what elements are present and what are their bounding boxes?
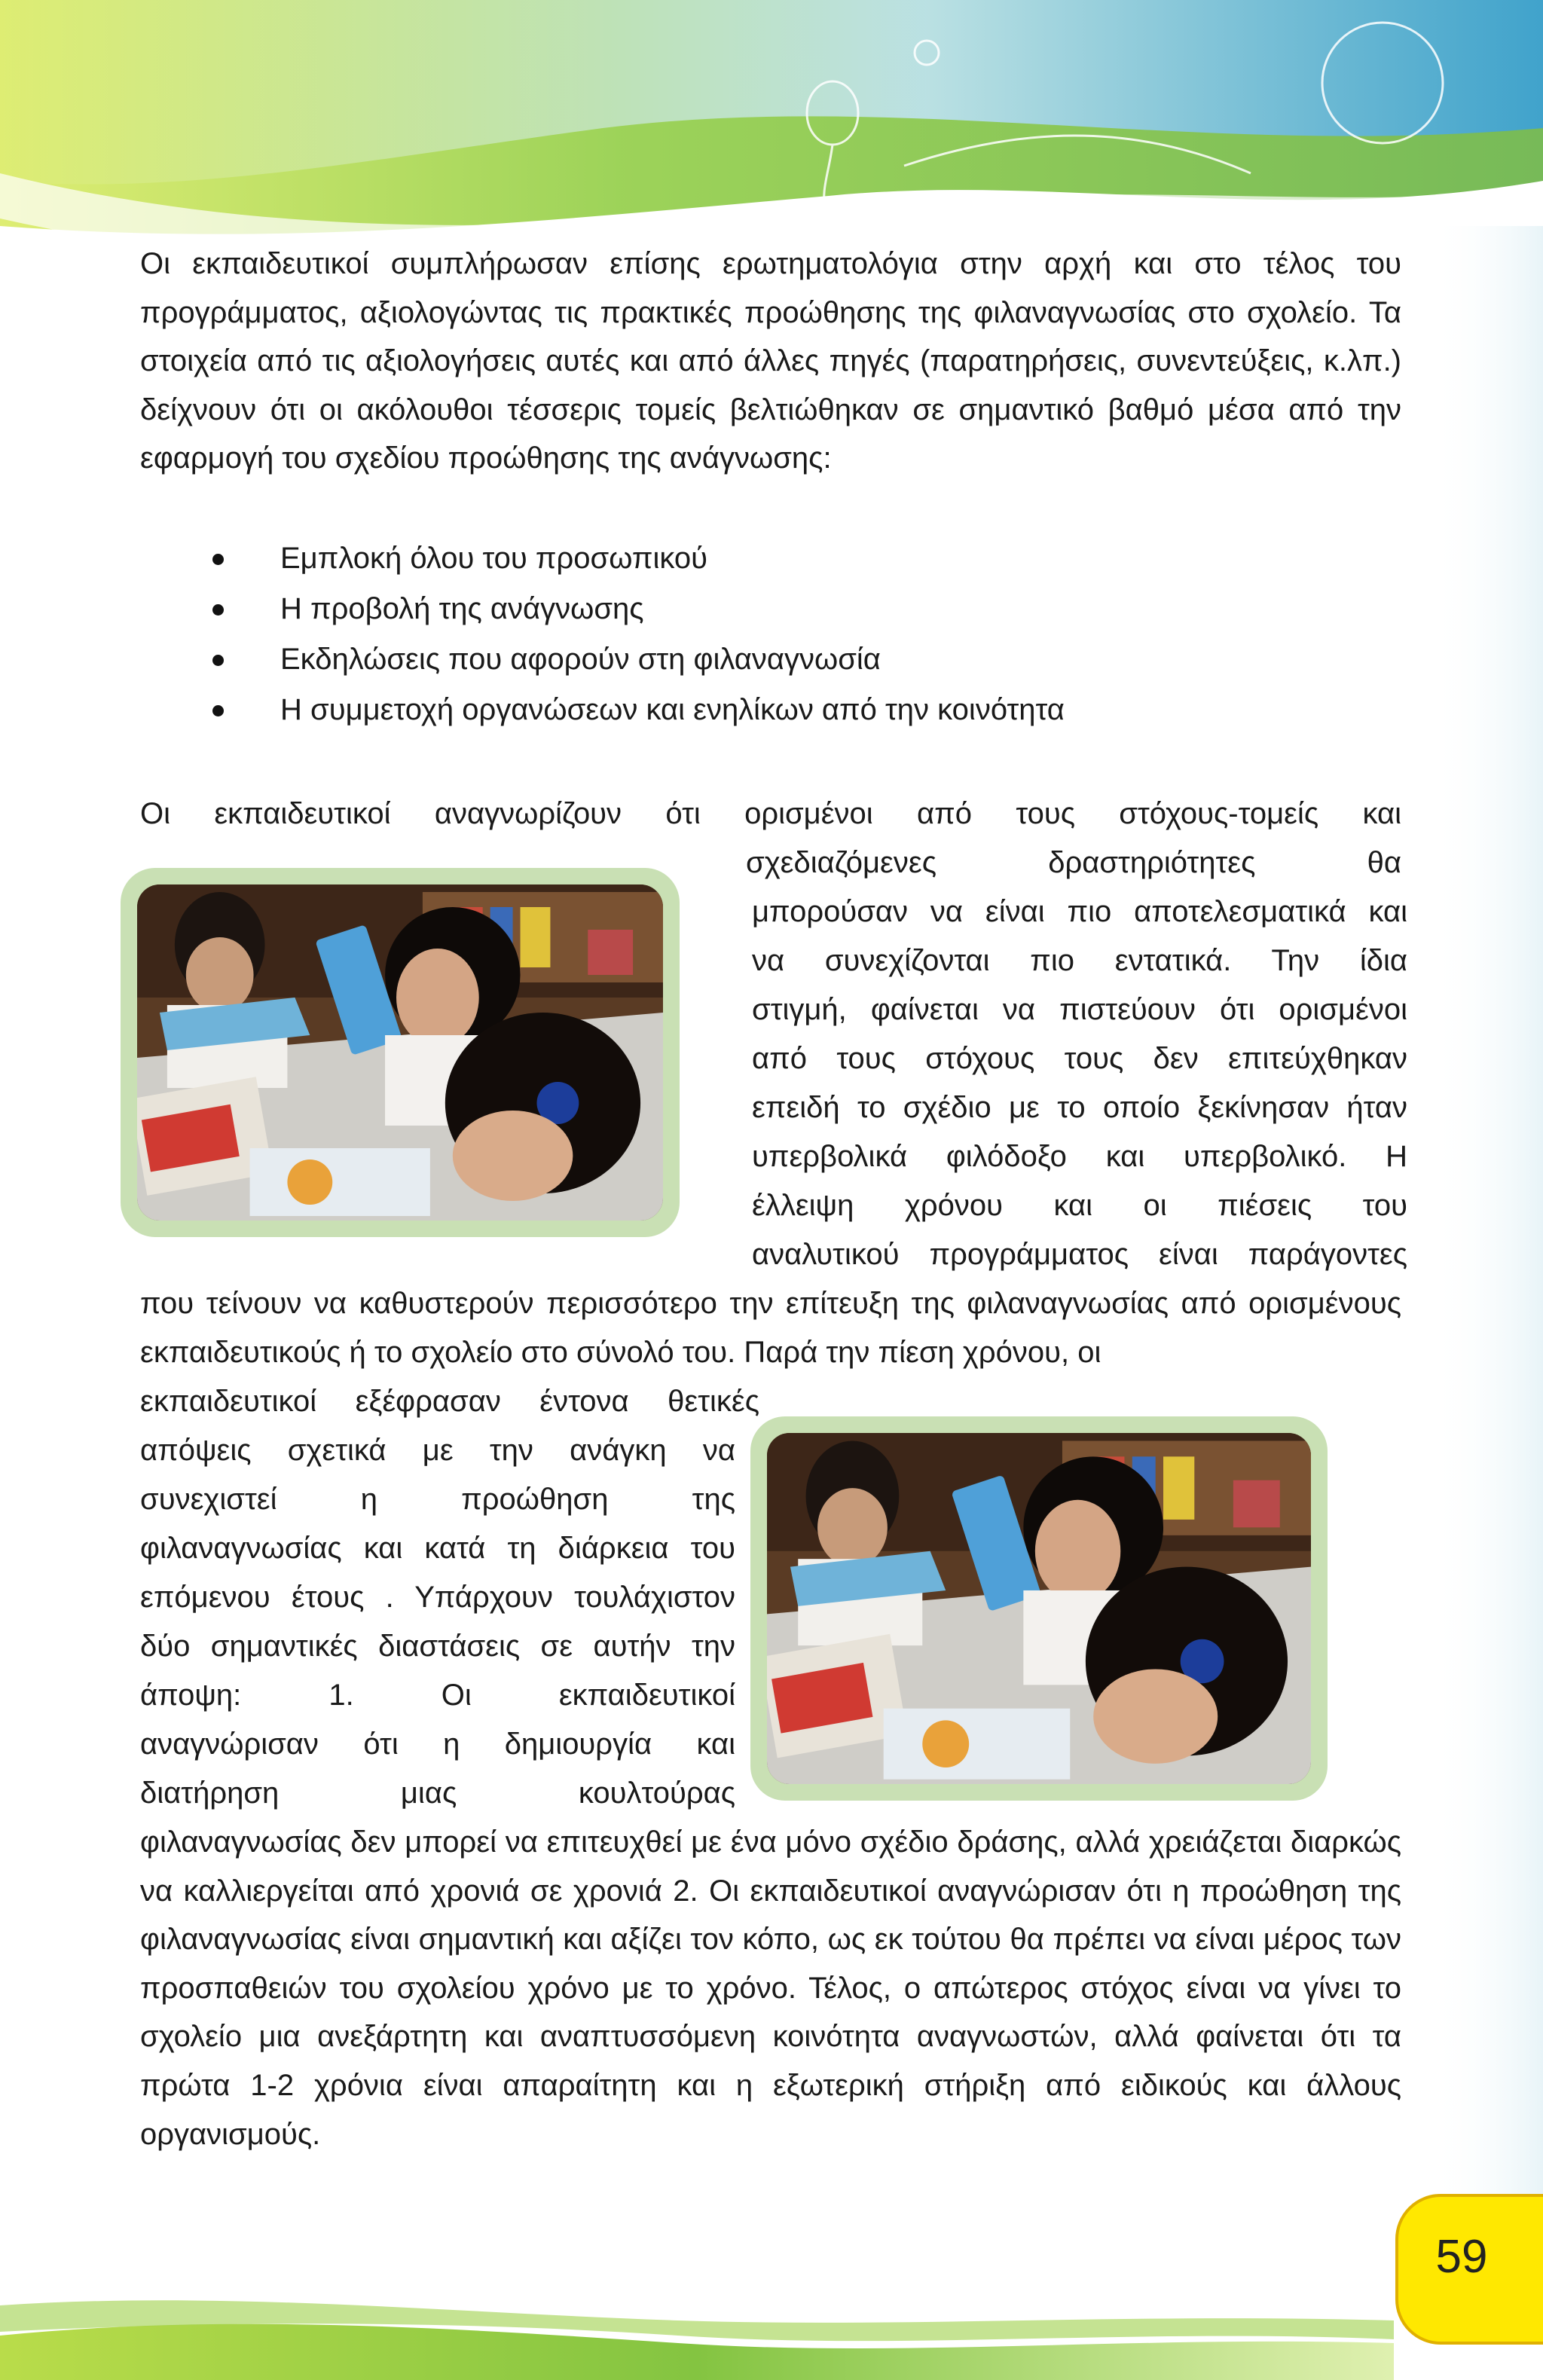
text-line: μπορούσαν να είναι πιο αποτελεσματικά και — [752, 895, 1407, 928]
paragraph-2-continued: που τείνουν να καθυστερούν περισσότερο την επίτευξη της φιλαναγνωσίας από ορισμένους εκπαιδευτικούς ή το σχολείο στο σύνολό του. Παρά την πίεση χρόνου, οι — [140, 1287, 1401, 1369]
text-line: άποψη: 1. Οι εκπαιδευτικοί — [140, 1679, 735, 1712]
list-item: Εκδηλώσεις που αφορούν στη φιλαναγνωσία — [140, 634, 1065, 685]
text-line: αναγνώρισαν ότι η δημιουργία και — [140, 1728, 735, 1761]
text-line: σχεδιαζόμενες δραστηριότητες θα — [746, 846, 1401, 879]
text-line: φιλαναγνωσίας και κατά τη διάρκεια του — [140, 1532, 735, 1565]
text-line: να συνεχίζονται πιο εντατικά. Την ίδια — [752, 944, 1407, 977]
text-line: στιγμή, φαίνεται να πιστεύουν ότι ορισμένοι — [752, 993, 1407, 1026]
photo-children-reading-1 — [137, 884, 663, 1221]
photo-frame-2 — [750, 1416, 1328, 1801]
text-line: επόμενου έτους . Υπάρχουν τουλάχιστον — [140, 1581, 735, 1614]
bullet-list — [140, 533, 1065, 735]
text-line: αναλυτικού προγράμματος είναι παράγοντες — [752, 1238, 1407, 1271]
paragraph-intro: Οι εκπαιδευτικοί συμπλήρωσαν επίσης ερωτηματολόγια στην αρχή και στο τέλος του προγράμματος, αξιολογώντας τις πρακτικές προώθησης της φιλαναγνωσίας στο σχολείο. Τα στοιχεία από τις αξιολογήσεις αυτές και από άλλες πηγές (παρατηρήσεις, συνεντεύξεις, κ.λπ.) δείχνουν ότι οι ακόλουθοι τέσσερις τομείς βελτιώθηκαν σε σημαντικό βαθμό μέσα από την εφαρμογή του σχεδίου προώθησης της ανάγνωσης: — [140, 247, 1401, 475]
paragraph-2-line-1: Οι εκπαιδευτικοί αναγνωρίζουν ότι ορισμένοι από τους στόχους-τομείς και — [140, 797, 1401, 830]
text-line: απόψεις σχετικά με την ανάγκη να — [140, 1434, 735, 1467]
text-line: εκπαιδευτικοί εξέφρασαν έντονα θετικές — [140, 1385, 759, 1418]
text-line: έλλειψη χρόνου και οι πιέσεις του — [752, 1189, 1407, 1222]
list-item: Η συμμετοχή οργανώσεων και ενηλίκων από την κοινότητα — [140, 685, 1065, 735]
text-line: συνεχιστεί η προώθηση της — [140, 1483, 735, 1516]
text-line: υπερβολικά φιλόδοξο και υπερβολικό. Η — [752, 1140, 1407, 1173]
list-item: Η προβολή της ανάγνωσης — [140, 584, 1065, 634]
page-number: 59 — [1435, 2231, 1488, 2283]
text-line: δύο σημαντικές διαστάσεις σε αυτήν την — [140, 1630, 735, 1663]
text-line: από τους στόχους τους δεν επιτεύχθηκαν — [752, 1042, 1407, 1075]
paragraph-3-continued: φιλαναγνωσίας δεν μπορεί να επιτευχθεί με ένα μόνο σχέδιο δράσης, αλλά χρειάζεται διαρκώς να καλλιεργείται από χρονιά σε χρονιά 2. Οι εκπαιδευτικοί αναγνώρισαν ότι η προώθηση της φιλαναγνωσίας είναι σημαντική και αξίζει τον κόπο, ως εκ τούτου θα πρέπει να είναι μέρος των προσπαθειών του σχολείου χρόνο με το χρόνο. Τέλος, ο απώτερος στόχος είναι να γίνει το σχολείο μια ανεξάρτητη και αναπτυσσόμενη κοινότητα αναγνωστών, αλλά φαίνεται ότι τα πρώτα 1-2 χρόνια είναι απαραίτητη και η εξωτερική στήριξη από ειδικούς και άλλους οργανισμούς. — [140, 1825, 1401, 2151]
photo-children-reading-2 — [767, 1433, 1311, 1784]
text-line: διατήρηση μιας κουλτούρας — [140, 1777, 735, 1810]
photo-frame-1 — [121, 868, 680, 1237]
text-line: επειδή το σχέδιο με το οποίο ξεκίνησαν ήταν — [752, 1091, 1407, 1124]
list-item: Εμπλοκή όλου του προσωπικού — [140, 533, 1065, 584]
